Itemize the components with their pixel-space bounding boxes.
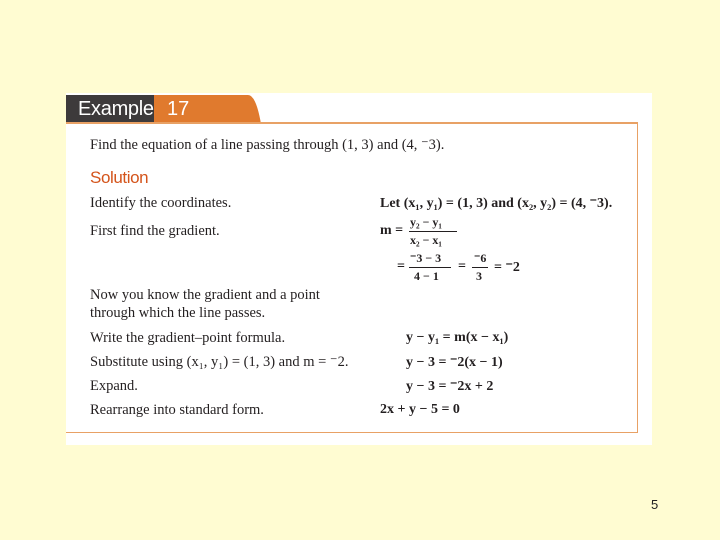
equals-sign: = <box>458 259 466 274</box>
fraction-numerator: ⁻3 − 3 <box>410 251 442 265</box>
equals-sign: = <box>397 259 405 274</box>
step-text: First find the gradient. <box>90 223 220 239</box>
fraction-numerator: ⁻6 <box>474 251 487 265</box>
step-text: Now you know the gradient and a point <box>90 287 320 303</box>
card-frame <box>66 122 638 433</box>
gradient-result: = ⁻2 <box>494 260 520 275</box>
step-text: Expand. <box>90 378 138 394</box>
page-number: 5 <box>651 497 659 512</box>
example-card <box>66 93 652 445</box>
step-math: 2x + y − 5 = 0 <box>380 402 460 417</box>
fraction-denominator: 3 <box>476 269 482 283</box>
step-math: y − y₁ = m(x − x₁) <box>406 330 509 345</box>
step-math: Let (x₁, y₁) = (1, 3) and (x₂, y₂) = (4, ⁻3). <box>380 196 613 211</box>
step-math: y − 3 = ⁻2(x − 1) <box>406 355 503 370</box>
gradient-m: m = <box>380 223 404 238</box>
problem-statement: Find the equation of a line passing through (1, 3) and (4, ⁻3). <box>90 137 445 153</box>
example-header-tab <box>66 95 261 124</box>
step-text: through which the line passes. <box>90 305 266 321</box>
fraction-denominator: 4 − 1 <box>414 269 439 283</box>
fraction-denominator: x₂ − x₁ <box>410 233 443 247</box>
step-text: Identify the coordinates. <box>90 195 232 211</box>
example-number: 17 <box>167 98 190 120</box>
step-text: Rearrange into standard form. <box>90 402 264 418</box>
step-text: Substitute using (x₁, y₁) = (1, 3) and m = ⁻2. <box>90 354 349 370</box>
step-math: y − 3 = ⁻2x + 2 <box>406 379 494 394</box>
step-text: Write the gradient–point formula. <box>90 330 286 346</box>
fraction-numerator: y₂ − y₁ <box>410 215 443 229</box>
solution-heading: Solution <box>90 168 149 187</box>
example-label: Example <box>78 98 154 120</box>
